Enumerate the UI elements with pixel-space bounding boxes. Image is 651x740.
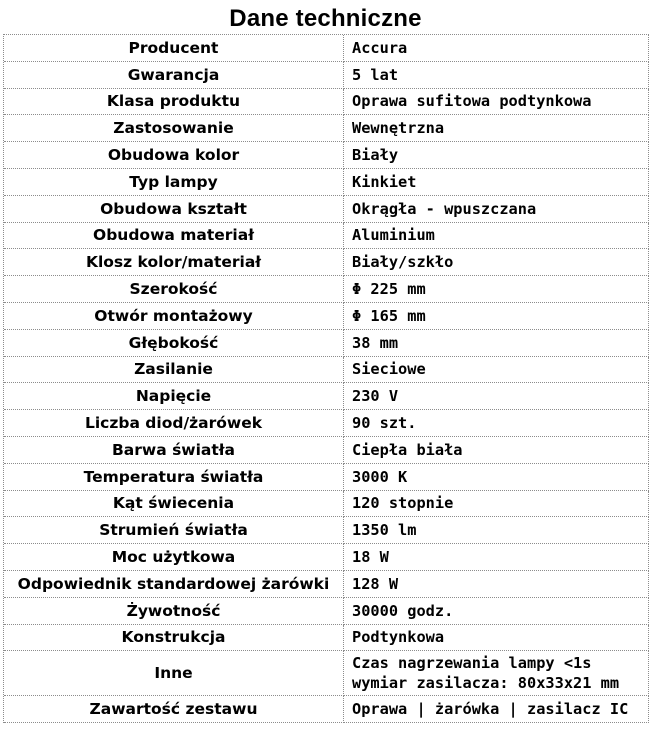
spec-label: Otwór montażowy: [4, 303, 344, 330]
spec-value: Sieciowe: [344, 357, 649, 384]
table-row: [4, 383, 649, 410]
spec-value: 90 szt.: [344, 410, 649, 437]
spec-label: Szerokość: [4, 276, 344, 303]
spec-label: Klasa produktu: [4, 89, 344, 116]
specs-table: [3, 34, 649, 723]
spec-value: Biały: [344, 142, 649, 169]
spec-label: Typ lampy: [4, 169, 344, 196]
spec-label: Moc użytkowa: [4, 544, 344, 571]
spec-label: Liczba diod/żarówek: [4, 410, 344, 437]
table-row: [4, 625, 649, 652]
spec-value: Aluminium: [344, 223, 649, 250]
table-row: [4, 571, 649, 598]
table-row: [4, 35, 649, 62]
spec-label: Temperatura światła: [4, 464, 344, 491]
spec-label: Kąt świecenia: [4, 491, 344, 518]
spec-label: Odpowiednik standardowej żarówki: [4, 571, 344, 598]
spec-label: Obudowa materiał: [4, 223, 344, 250]
spec-label: Żywotność: [4, 598, 344, 625]
table-row: [4, 544, 649, 571]
spec-value-line: Czas nagrzewania lampy <1s: [352, 654, 592, 673]
spec-value: Podtynkowa: [344, 625, 649, 652]
spec-value: 3000 K: [344, 464, 649, 491]
spec-label: Klosz kolor/materiał: [4, 249, 344, 276]
spec-label: Producent: [4, 35, 344, 62]
spec-value: Oprawa | żarówka | zasilacz IC: [344, 696, 649, 723]
spec-label: Inne: [4, 651, 344, 696]
table-row: [4, 62, 649, 89]
spec-value: 230 V: [344, 383, 649, 410]
table-row: [4, 89, 649, 116]
spec-value: Φ 225 mm: [344, 276, 649, 303]
spec-label: Konstrukcja: [4, 625, 344, 652]
spec-value: Wewnętrzna: [344, 115, 649, 142]
table-row: [4, 249, 649, 276]
table-row: [4, 491, 649, 518]
spec-value: 1350 lm: [344, 517, 649, 544]
table-row: [4, 142, 649, 169]
spec-label: Gwarancja: [4, 62, 344, 89]
table-row: [4, 330, 649, 357]
table-row: [4, 464, 649, 491]
spec-label: Napięcie: [4, 383, 344, 410]
spec-value: 18 W: [344, 544, 649, 571]
page-title: Dane techniczne: [229, 5, 422, 32]
table-row: [4, 169, 649, 196]
spec-label: Obudowa kształt: [4, 196, 344, 223]
spec-value: 38 mm: [344, 330, 649, 357]
spec-value: Biały/szkło: [344, 249, 649, 276]
table-row: [4, 303, 649, 330]
spec-value-line: wymiar zasilacza: 80x33x21 mm: [352, 674, 620, 693]
table-row: [4, 696, 649, 723]
spec-label: Głębokość: [4, 330, 344, 357]
spec-value: 128 W: [344, 571, 649, 598]
spec-value: Φ 165 mm: [344, 303, 649, 330]
spec-value: Oprawa sufitowa podtynkowa: [344, 89, 649, 116]
spec-value: Ciepła biała: [344, 437, 649, 464]
spec-label: Strumień światła: [4, 517, 344, 544]
spec-value: [344, 651, 649, 696]
table-row: [4, 223, 649, 250]
table-row: [4, 598, 649, 625]
table-row: [4, 437, 649, 464]
spec-value: Kinkiet: [344, 169, 649, 196]
spec-label: Obudowa kolor: [4, 142, 344, 169]
table-row: [4, 651, 649, 696]
table-row: [4, 115, 649, 142]
spec-value: Okrągła - wpuszczana: [344, 196, 649, 223]
table-row: [4, 196, 649, 223]
table-row: [4, 410, 649, 437]
table-row: [4, 517, 649, 544]
table-row: [4, 276, 649, 303]
table-row: [4, 357, 649, 384]
spec-value: Accura: [344, 35, 649, 62]
spec-value: 120 stopnie: [344, 491, 649, 518]
spec-label: Zastosowanie: [4, 115, 344, 142]
spec-label: Zasilanie: [4, 357, 344, 384]
spec-value: 30000 godz.: [344, 598, 649, 625]
spec-label: Zawartość zestawu: [4, 696, 344, 723]
spec-value: 5 lat: [344, 62, 649, 89]
spec-label: Barwa światła: [4, 437, 344, 464]
